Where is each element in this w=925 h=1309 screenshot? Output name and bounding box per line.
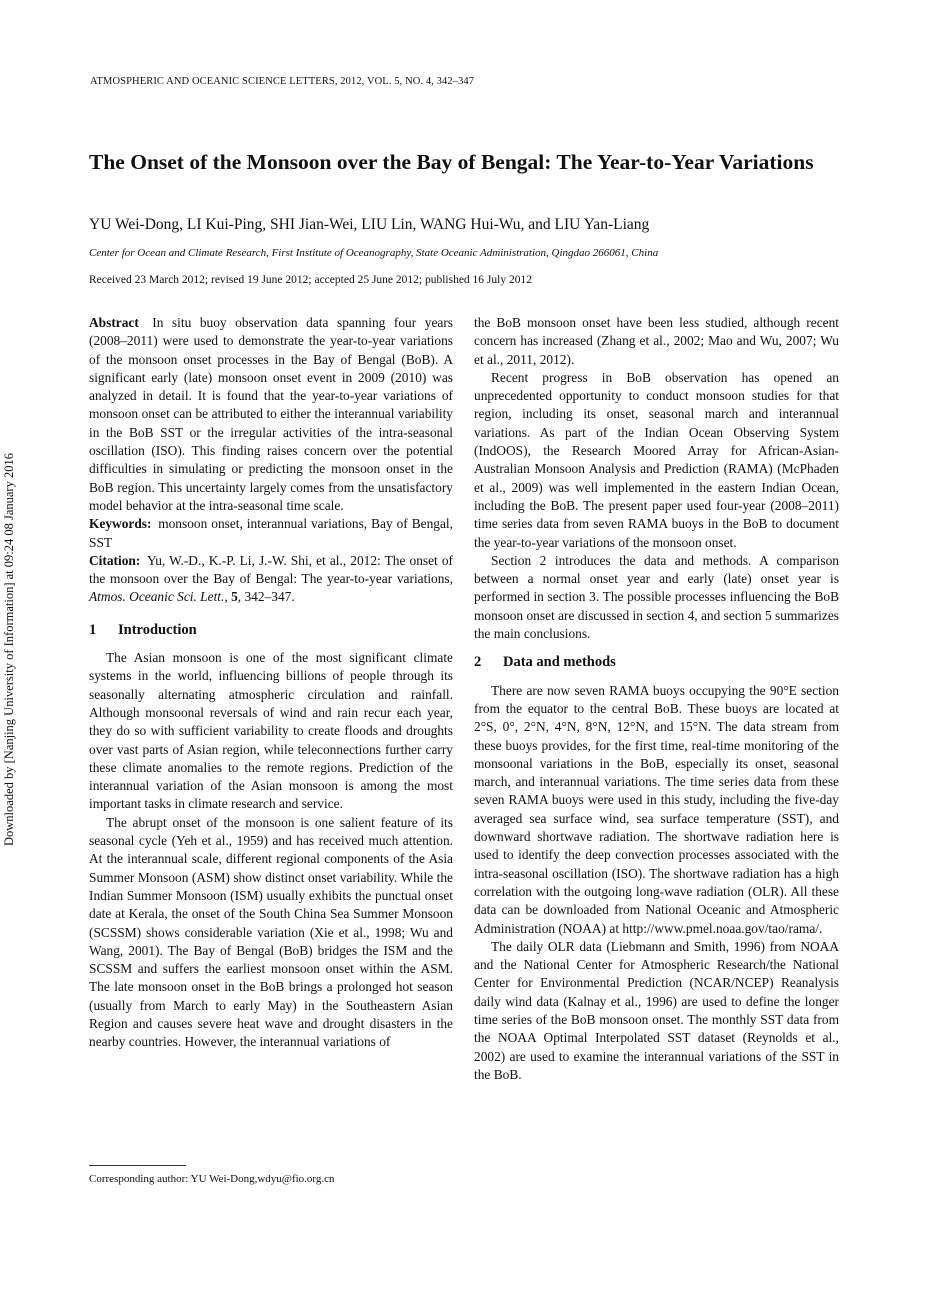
corresponding-author: Corresponding author: YU Wei-Dong,wdyu@fio.org.cn — [89, 1173, 335, 1185]
intro-paragraph-1: The Asian monsoon is one of the most significant climate systems in the world, influencing billions of people through its seasonally alternating atmospheric circulation and rainfall. Although monsoonal reversals of wind and rain recur each year, they do so with sufficient variability to create floods and droughts over vast parts of Asian region, while teleconnections further carry these climate anomalies to the remote regions. Prediction of the interannual variation of the Asian monsoon is among the most important tasks in climate research and service. — [89, 650, 453, 812]
keywords — [89, 515, 453, 552]
abstract-text: In situ buoy observation data spanning four years (2008–2011) were used to demonstrate the year-to-year variations of the monsoon onset processes in the Bay of Bengal (BoB). A significant early (late) monsoon onset event in 2009 (2010) was analyzed in detail. It is found that the year-to-year variations of monsoon onset can be attributed to either the interannual variability in the BoB SST or the irregular activities of the intra-seasonal oscillation (ISO). This finding raises concern over the potential difficulties in simulating or predicting the monsoon onset in the BoB region. This uncertainty largely comes from the unsatisfactory model behavior at the intra-seasonal time scale. — [89, 315, 453, 513]
intro-paragraph-3: Recent progress in BoB observation has opened an unprecedented opportunity to conduct monsoon studies for that region, including its onset, seasonal march and interannual variations. As part of the Indian Ocean Observing System (IndOOS), the Research Moored Array for African-Asian-Australian Monsoon Analysis and Prediction (RAMA) (McPhaden et al., 2009) was well implemented in the eastern Indian Ocean, including the BoB. The present paper used four-year (2008–2011) time series data from seven RAMA buoys in the BoB to document the year-to-year variations of the monsoon onset. — [474, 369, 839, 550]
section-heading-introduction: 1 Introduction — [89, 621, 197, 638]
right-column — [474, 314, 839, 1084]
received-dates: Received 23 March 2012; revised 19 June 2012; accepted 25 June 2012; published 16 July 2012 — [89, 274, 532, 286]
intro-paragraph-4: Section 2 introduces the data and methods. A comparison between a normal onset year and early (late) onset year is performed in section 3. The possible processes influencing the BoB monsoon onset are discussed in section 4, and section 5 summarizes the main conclusions. — [474, 552, 839, 642]
citation-pages: , 342–347. — [237, 589, 295, 605]
abstract-label: Abstract — [89, 315, 139, 330]
left-column — [89, 314, 453, 1052]
citation-text: Yu, W.-D., K.-P. Li, J.-W. Shi, et al., 2012: The onset of the monsoon over the Bay of Bengal: The year-to-year variations, — [89, 552, 453, 587]
keywords-label: Keywords: — [89, 516, 152, 532]
methods-paragraph-1: There are now seven RAMA buoys occupying the 90°E section from the equator to the central BoB. These buoys are located at 2°S, 0°, 2°N, 4°N, 8°N, 12°N, and 15°N. The data stream from these buoys provides, for the first time, real-time monitoring of the monsoonal variations in the BoB, especially its onset, seasonal march, and interannual variations. The time series data from these seven RAMA buoys were used in this study, including the five-day averaged sea surface wind, sea surface temperature (SST), and downward shortwave radiation. The shortwave radiation here is used to identify the deep convection processes associated with the intra-seasonal oscillation (ISO). The shortwave radiation has a high correlation with the outgoing long-wave radiation (OLR). All these data can be downloaded from National Oceanic and Atmospheric Administration (NOAA) at http://www.pmel.noaa.gov/tao/rama/. — [474, 682, 839, 936]
keywords-text: monsoon onset, interannual variations, Bay of Bengal, SST — [89, 516, 453, 550]
citation: Citation: Yu, W.-D., K.-P. Li, J.-W. Shi, et al., 2012: The onset of the monsoon over the Bay of Bengal: The year-to-year variations, Atmos. Oceanic Sci. Lett., 5, 342–347. — [89, 552, 453, 605]
journal-header: ATMOSPHERIC AND OCEANIC SCIENCE LETTERS, 2012, VOL. 5, NO. 4, 342–347 — [90, 76, 475, 87]
author-list: YU Wei-Dong, LI Kui-Ping, SHI Jian-Wei, LIU Lin, WANG Hui-Wu, and LIU Yan-Liang — [89, 216, 650, 233]
affiliation: Center for Ocean and Climate Research, First Institute of Oceanography, State Oceanic Administration, Qingdao 266061, China — [89, 247, 659, 259]
methods-paragraph-2: The daily OLR data (Liebmann and Smith, 1996) from NOAA and the National Center for Atmospheric Research/the National Center for Environmental Prediction (NCAR/NCEP) Reanalysis daily wind data (Kalnay et al., 1996) are used to define the longer time series of the BoB monsoon onset. The monthly SST data from the NOAA Optimal Interpolated SST dataset (Reynolds et al., 2002) are used to examine the interannual variations of the SST in the BoB. — [474, 938, 839, 1082]
paper-title: The Onset of the Monsoon over the Bay of Bengal: The Year-to-Year Variations — [89, 150, 814, 174]
intro-paragraph-2-continued: the BoB monsoon onset have been less studied, although recent concern has increased (Zhang et al., 2002; Mao and Wu, 2007; Wu et al., 2011, 2012). — [474, 315, 839, 367]
abstract — [89, 314, 453, 515]
footnote-rule — [89, 1165, 186, 1166]
download-watermark: Downloaded by [Nanjing University of Information] at 09:24 08 January 2016 — [2, 453, 16, 847]
citation-volume: 5 — [231, 589, 238, 605]
citation-label: Citation: — [89, 552, 141, 568]
intro-paragraph-2: The abrupt onset of the monsoon is one salient feature of its seasonal cycle (Yeh et al., 1959) and has received much attention. At the interannual scale, different regional components of the Asia Summer Monsoon (ASM) show distinct onset variability. While the Indian Summer Monsoon (ISM) usually exhibits the punctual onset date at Kerala, the onset of the South China Sea Summer Monsoon (SCSSM) shows considerable variation (Xie et al., 1998; Wu and Wang, 2001). The Bay of Bengal (BoB) bridges the ISM and the SCSSM and suffers the earliest monsoon onset within the ASM. The late monsoon onset in the BoB brings a prolonged hot season (usually from March to early May) in the Southeastern Asian Region and causes severe heat wave and drought disasters in the nearby countries. However, the interannual variations of — [89, 814, 453, 1050]
section-heading-data-methods: 2 Data and methods — [474, 654, 616, 671]
citation-journal: Atmos. Oceanic Sci. Lett. — [89, 589, 225, 605]
